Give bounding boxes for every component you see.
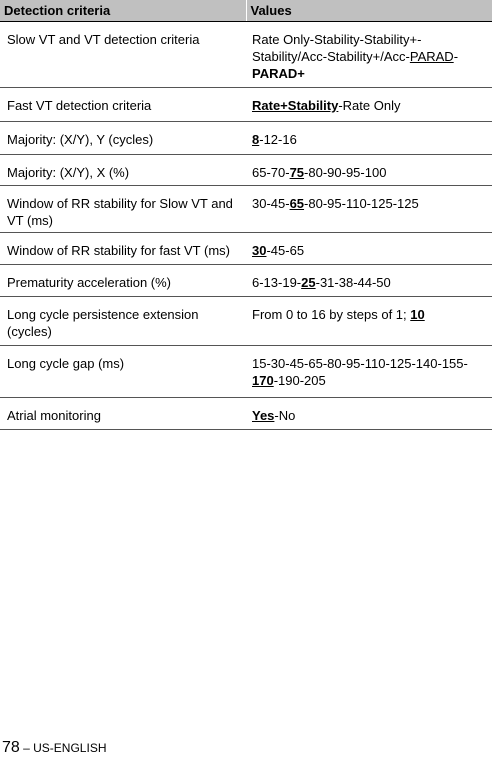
table-row: [0, 265, 492, 297]
criterion-cell: Majority: (X/Y), X (%): [0, 155, 246, 186]
table-row: [0, 233, 492, 265]
criterion-cell: Prematurity acceleration (%): [0, 265, 246, 297]
value-default: 65: [289, 196, 305, 211]
criterion-cell: Window of RR stability for Slow VT and VT (ms): [0, 186, 246, 233]
table-row: [0, 346, 492, 398]
value-cell: [246, 22, 492, 88]
value-text: -12-16: [259, 132, 297, 147]
page-number: 78: [2, 739, 20, 756]
criterion-cell: Majority: (X/Y), Y (cycles): [0, 122, 246, 155]
value-cell: [246, 88, 492, 122]
value-default: 10: [410, 307, 425, 322]
value-text: -45-65: [266, 243, 305, 258]
value-text: -No: [274, 408, 296, 423]
table-row: [0, 398, 492, 430]
value-cell: [246, 233, 492, 265]
value-cell: [246, 297, 492, 346]
value-text: -: [453, 49, 459, 64]
table-row: [0, 297, 492, 346]
page-footer: [2, 738, 107, 758]
value-text: From 0 to 16 by steps of 1;: [252, 307, 411, 322]
value-default: Yes: [252, 408, 275, 423]
value-text: -80-90-95-100: [304, 165, 387, 180]
criterion-cell: Long cycle gap (ms): [0, 346, 246, 398]
criterion-cell: Slow VT and VT detection criteria: [0, 22, 246, 88]
value-text: -Rate Only: [338, 98, 401, 113]
value-text: PARAD: [409, 49, 454, 64]
value-text: 30-45-: [252, 196, 290, 211]
table-row: [0, 186, 492, 233]
table-row: [0, 22, 492, 88]
value-cell: [246, 265, 492, 297]
value-default: 30: [252, 243, 267, 258]
value-text: 65-70-: [252, 165, 290, 180]
value-cell: [246, 398, 492, 430]
value-text: -80-95-110-125-125: [304, 196, 419, 211]
value-default: Rate+Stability: [252, 98, 339, 113]
criterion-cell: Fast VT detection criteria: [0, 88, 246, 122]
value-text: Rate Only-Stability-Stability+-Stability/Acc-Stability+/Acc-: [252, 32, 422, 64]
value-default: PARAD+: [252, 66, 305, 81]
value-default: 75: [289, 165, 305, 180]
criterion-cell: Atrial monitoring: [0, 398, 246, 430]
table-header-row: [0, 0, 492, 22]
value-default: 8: [252, 132, 260, 147]
value-cell: [246, 122, 492, 155]
value-text: 6-13-19-: [252, 275, 302, 290]
criterion-cell: Long cycle persistence extension (cycles): [0, 297, 246, 346]
value-default: 25: [301, 275, 316, 290]
table-row: [0, 122, 492, 155]
value-cell: [246, 186, 492, 233]
header-values: Values: [246, 0, 492, 22]
language-label: – US-ENGLISH: [19, 741, 107, 755]
value-text: 15-30-45-65-80-95-110-125-140-155-: [252, 356, 468, 371]
criterion-cell: Window of RR stability for fast VT (ms): [0, 233, 246, 265]
value-text: -31-38-44-50: [315, 275, 391, 290]
table-row: [0, 88, 492, 122]
value-default: 170: [252, 373, 274, 388]
table-row: [0, 155, 492, 186]
header-detection-criteria: Detection criteria: [0, 0, 246, 22]
value-cell: [246, 346, 492, 398]
value-cell: [246, 155, 492, 186]
value-text: -190-205: [273, 373, 326, 388]
